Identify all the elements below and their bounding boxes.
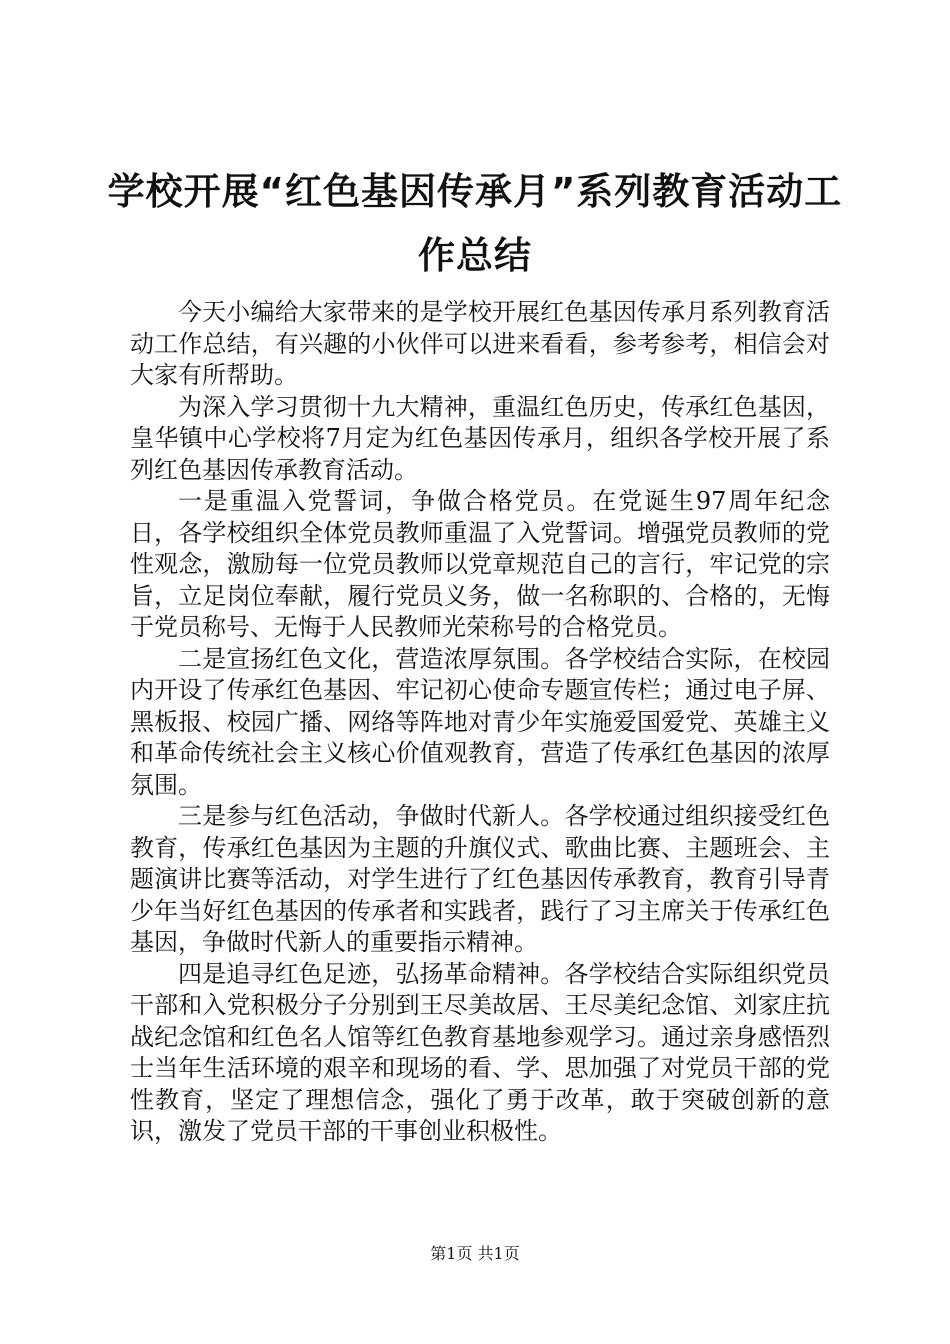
paragraph-intro: 今天小编给大家带来的是学校开展红色基因传承月系列教育活动工作总结，有兴趣的小伙伴可以进来看看，参考参考，相信会对大家有所帮助。 (130, 298, 830, 389)
paragraph-item-4: 四是追寻红色足迹，弘扬革命精神。各学校结合实际组织党员干部和入党积极分子分别到王尽美故居、王尽美纪念馆、刘家庄抗战纪念馆和红色名人馆等红色教育基地参观学习。通过亲身感悟烈士当年生活环境的艰辛和现场的看、学、思加强了对党员干部的党性教育，坚定了理想信念，强化了勇于改革，敢于突破创新的意识，激发了党员干部的干事创业积极性。 (130, 959, 830, 1145)
page-footer: 第1页 共1页 (430, 1244, 520, 1263)
document-title: 学校开展“红色基因传承月”系列教育活动工作总结 (107, 170, 843, 277)
paragraph-item-3: 三是参与红色活动，争做时代新人。各学校通过组织接受红色教育，传承红色基因为主题的升旗仪式、歌曲比赛、主题班会、主题演讲比赛等活动，对学生进行了红色基因传承教育，教育引导青少年当好红色基因的传承者和实践者，践行了习主席关于传承红色基因，争做时代新人的重要指示精神。 (130, 802, 830, 956)
paragraph-item-1: 一是重温入党誓词，争做合格党员。在党诞生97周年纪念日，各学校组织全体党员教师重温了入党誓词。增强党员教师的党性观念，激励每一位党员教师以党章规范自己的言行，牢记党的宗旨，立足岗位奉献，履行党员义务，做一名称职的、合格的，无悔于党员称号、无悔于人民教师光荣称号的合格党员。 (130, 487, 830, 641)
paragraph-background: 为深入学习贯彻十九大精神，重温红色历史，传承红色基因，皇华镇中心学校将7月定为红色基因传承月，组织各学校开展了系列红色基因传承教育活动。 (130, 392, 830, 484)
document-body (130, 297, 830, 1148)
paragraph-item-2: 二是宣扬红色文化，营造浓厚氛围。各学校结合实际，在校园内开设了传承红色基因、牢记初心使命专题宣传栏；通过电子屏、黑板报、校园广播、网络等阵地对青少年实施爱国爱党、英雄主义和革命传统社会主义核心价值观教育，营造了传承红色基因的浓厚氛围。 (130, 644, 830, 799)
